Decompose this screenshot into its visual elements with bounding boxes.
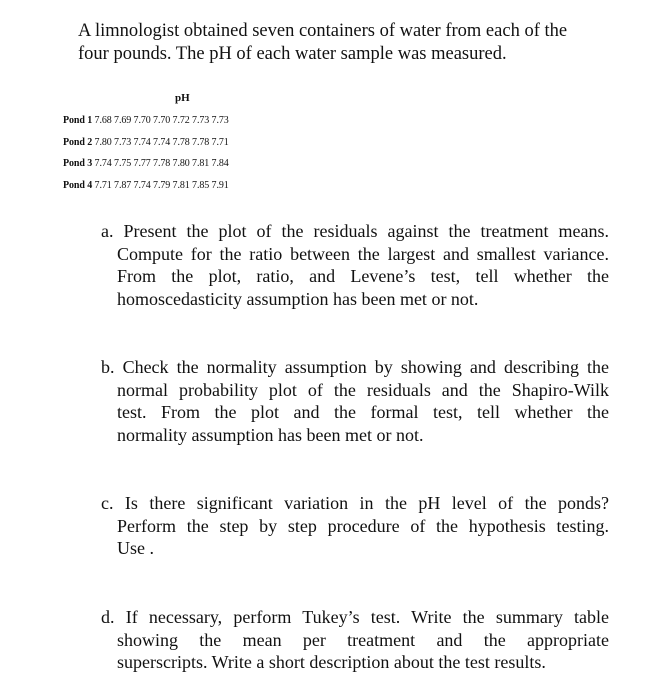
question-b — [101, 356, 609, 446]
question-d-line: d. If necessary, perform Tukey’s test. Write the summary table — [101, 607, 609, 627]
pond-row — [63, 115, 229, 126]
question-b-line: b. Check the normality assumption by showing and describing the — [101, 357, 609, 377]
question-b-line: test. From the plot and the formal test, tell whether the — [117, 402, 609, 422]
pond-label: Pond 3 — [63, 158, 95, 169]
question-d-line: superscripts. Write a short description about the test results. — [117, 652, 546, 672]
question-b-line: normal probability plot of the residuals and the Shapiro-Wilk — [117, 379, 609, 400]
question-d-line: showing the mean per treatment and the appropriate — [117, 629, 609, 650]
pond-label: Pond 2 — [63, 137, 95, 148]
question-d — [101, 606, 609, 674]
table-header-ph: pH — [175, 92, 190, 104]
intro-line-2: four pounds. The pH of each water sample was measured. — [78, 44, 507, 64]
pond-values: 7.80 7.73 7.74 7.74 7.78 7.78 7.71 — [94, 137, 229, 148]
question-a — [101, 220, 609, 310]
question-a-line: From the plot, ratio, and Levene’s test, tell whether the — [117, 266, 609, 286]
question-b-line: normality assumption has been met or not. — [117, 424, 424, 445]
question-c-line: Use . — [117, 538, 154, 558]
pond-row — [63, 180, 229, 191]
pond-values: 7.74 7.75 7.77 7.78 7.80 7.81 7.84 — [94, 158, 229, 169]
pond-row — [63, 137, 229, 148]
intro-line-1: A limnologist obtained seven containers of water from each of the — [78, 21, 568, 41]
question-a-line: a. Present the plot of the residuals against the treatment means. — [101, 221, 609, 241]
question-a-line: Compute for the ratio between the largest and smallest variance. — [117, 243, 609, 264]
pond-label: Pond 1 — [63, 115, 95, 126]
pond-label: Pond 4 — [63, 180, 95, 191]
question-c-line: Perform the step by step procedure of the hypothesis testing. — [117, 515, 609, 536]
pond-values: 7.71 7.87 7.74 7.79 7.81 7.85 7.91 — [94, 180, 229, 191]
question-c-line: c. Is there significant variation in the pH level of the ponds? — [101, 493, 609, 513]
intro-paragraph — [78, 20, 610, 66]
question-c — [101, 492, 609, 560]
pond-row — [63, 158, 229, 169]
pond-values: 7.68 7.69 7.70 7.70 7.72 7.73 7.73 — [94, 115, 229, 126]
question-a-line: homoscedasticity assumption has been met or not. — [117, 288, 479, 309]
